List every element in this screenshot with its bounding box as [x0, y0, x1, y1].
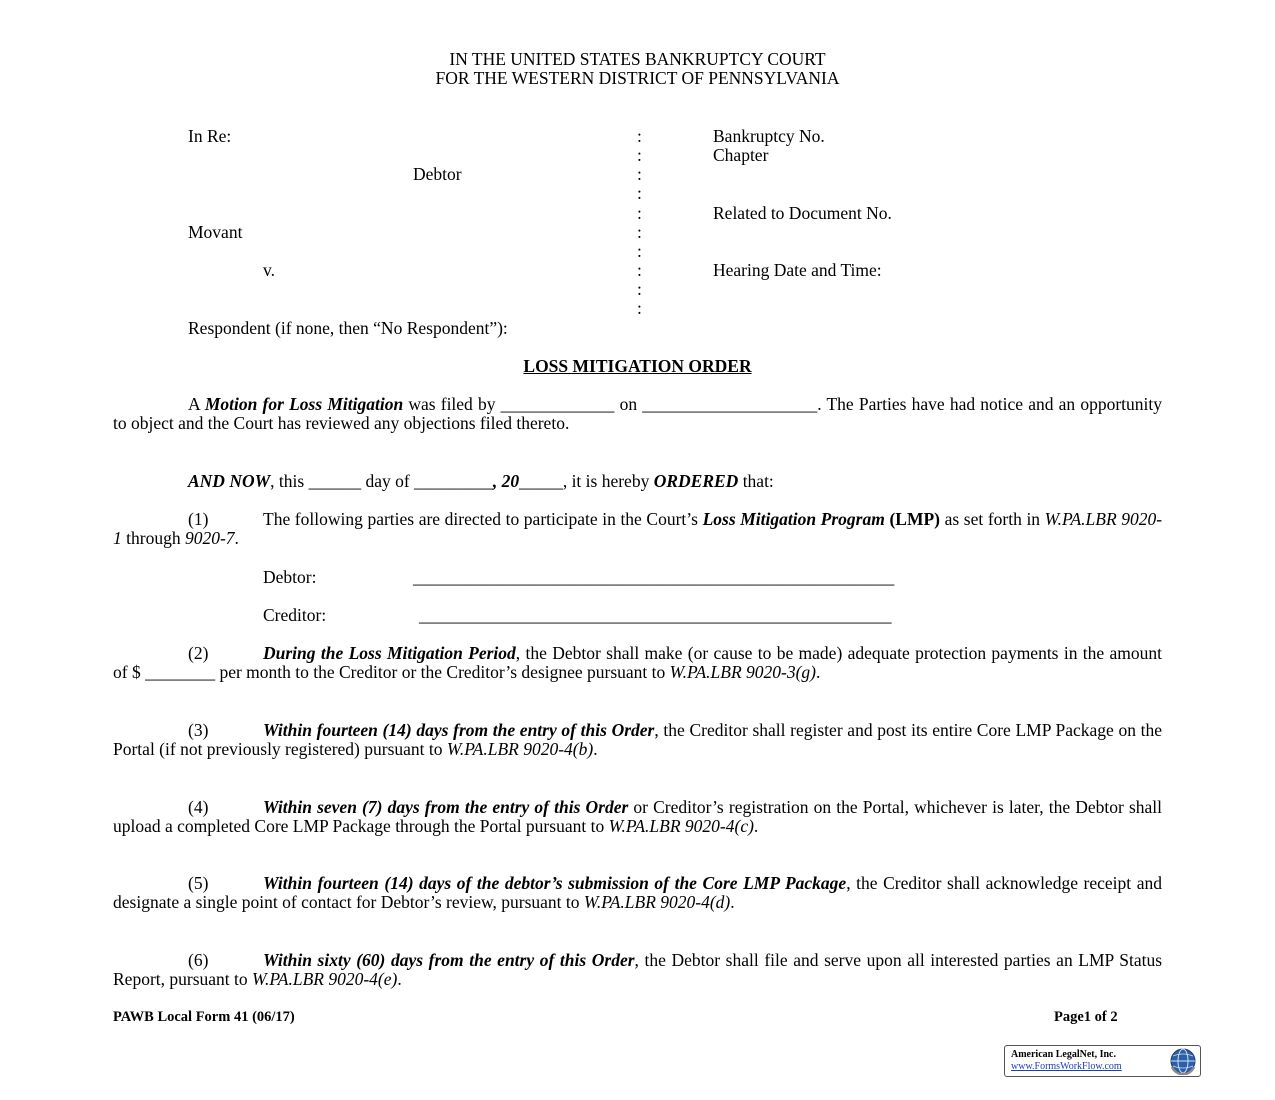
item-number: (6) [188, 950, 209, 970]
debtor-label: Debtor [413, 164, 462, 184]
order-title: LOSS MITIGATION ORDER [523, 356, 752, 376]
debtor-name-line[interactable]: _______________________________________________________ [413, 567, 895, 587]
item-end: . [753, 816, 759, 837]
order-item-5 [113, 874, 1162, 913]
versus-label: v. [263, 260, 275, 280]
filed-by-text: was filed by _____________ on ____________________. [408, 394, 822, 414]
item-end: . [234, 528, 239, 549]
and-now-text: _____, it is hereby [519, 471, 650, 491]
item-lead: During the Loss Mitigation Period [263, 643, 516, 663]
intro-paragraph [113, 395, 1162, 434]
rule-citation: W.PA.LBR 9020-4(b) [446, 739, 594, 760]
caption-colon: : [637, 126, 642, 146]
and-now-lead: AND NOW [188, 471, 271, 491]
item-lead: Within fourteen (14) days of the debtor’s submission of the Core LMP Package [263, 873, 847, 893]
caption-colon: : [637, 298, 642, 318]
item-text: , the Creditor shall register and post its entire Core LMP Package on the Portal (if not previously registered) pursuant to [113, 720, 1162, 760]
related-document-label: Related to Document No. [713, 203, 892, 223]
ordered-word: ORDERED [653, 471, 739, 491]
program-name: Loss Mitigation Program [702, 509, 885, 529]
lmp-abbrev: (LMP) [889, 509, 941, 529]
page-number: Page1 of 2 [1054, 1009, 1118, 1025]
caption-colon: : [637, 279, 642, 299]
order-item-6 [113, 951, 1162, 990]
order-item-4 [113, 798, 1162, 837]
court-name-line1: IN THE UNITED STATES BANKRUPTCY COURT [449, 49, 826, 69]
rule-citation: W.PA.LBR 9020-4(e) [252, 969, 398, 990]
caption-colon: : [637, 222, 642, 242]
item-text: or Creditor’s registration on the Portal, whichever is later, the Debtor shall upload a completed Core LMP Package through the Portal pursuant to [113, 797, 1163, 837]
court-name-line2: FOR THE WESTERN DISTRICT OF PENNSYLVANIA [435, 68, 840, 88]
item-number: (2) [188, 643, 209, 663]
item-number: (3) [188, 720, 209, 740]
item-number: (4) [188, 797, 209, 817]
item-text: through [126, 528, 181, 549]
globe-icon [1169, 1047, 1197, 1075]
creditor-name-line[interactable]: ______________________________________________________ [419, 605, 892, 625]
caption-colon: : [637, 145, 642, 165]
rule-citation: W.PA.LBR 9020-1 [113, 509, 1163, 549]
bankruptcy-no-label: Bankruptcy No. [713, 126, 825, 146]
item-text: The following parties are directed to participate in the Court’s [263, 509, 698, 529]
forms-workflow-logo[interactable] [1004, 1045, 1201, 1077]
item-text: as set forth in [944, 509, 1041, 529]
caption-colon: : [637, 183, 642, 203]
creditor-field-label: Creditor: [263, 605, 327, 625]
hearing-date-label: Hearing Date and Time: [713, 260, 882, 280]
order-item-1 [113, 510, 1162, 549]
logo-url-link[interactable]: www.FormsWorkFlow.com [1011, 1061, 1122, 1072]
order-item-2 [113, 644, 1162, 683]
intro-a: A [188, 394, 200, 414]
order-item-3 [113, 721, 1162, 760]
logo-company-name: American LegalNet, Inc. [1011, 1049, 1116, 1060]
and-now-date-text: , this ______ day of _________ [270, 471, 493, 491]
rule-citation: W.PA.LBR 9020-4(d) [583, 892, 731, 913]
item-number: (1) [188, 509, 209, 529]
and-now-end: that: [742, 471, 774, 491]
motion-title: Motion for Loss Mitigation [204, 394, 404, 414]
item-number: (5) [188, 873, 209, 893]
debtor-field-label: Debtor: [263, 567, 317, 587]
caption-colon: : [637, 203, 642, 223]
respondent-label: Respondent (if none, then “No Respondent”): [188, 318, 508, 338]
item-text: , the Debtor shall file and serve upon all interested parties an LMP Status Report, pursuant to [113, 950, 1163, 990]
item-text: , the Debtor shall make (or cause to be made) adequate protection payments in the amount of $ ________ per month to the Creditor or the Creditor’s designee pursuant to [113, 643, 1162, 683]
caption-colon: : [637, 260, 642, 280]
item-lead: Within fourteen (14) days from the entry of this Order [263, 720, 655, 740]
rule-citation: W.PA.LBR 9020-4(c) [608, 816, 754, 837]
movant-label: Movant [188, 222, 243, 242]
caption-colon: : [637, 164, 642, 184]
item-end: . [397, 969, 402, 990]
rule-citation: 9020-7 [184, 528, 235, 549]
and-now-year: , 20 [492, 471, 520, 491]
rule-citation: W.PA.LBR 9020-3(g) [669, 662, 816, 683]
chapter-label: Chapter [713, 145, 769, 165]
item-end: . [593, 739, 598, 760]
and-now-line [188, 472, 774, 491]
item-end: . [730, 892, 735, 913]
caption-colon: : [637, 241, 642, 261]
item-lead: Within seven (7) days from the entry of this Order [263, 797, 629, 817]
form-identifier: PAWB Local Form 41 (06/17) [113, 1009, 295, 1025]
item-text: , the Creditor shall acknowledge receipt and designate a single point of contact for Debtor’s review, pursuant to [113, 873, 1162, 913]
item-lead: Within sixty (60) days from the entry of this Order [263, 950, 635, 970]
intro-rest-text: The Parties have had notice and an opportunity to object and the Court has reviewed any objections filed thereto. [113, 394, 1162, 434]
item-end: . [816, 662, 821, 683]
in-re-label: In Re: [188, 126, 232, 146]
